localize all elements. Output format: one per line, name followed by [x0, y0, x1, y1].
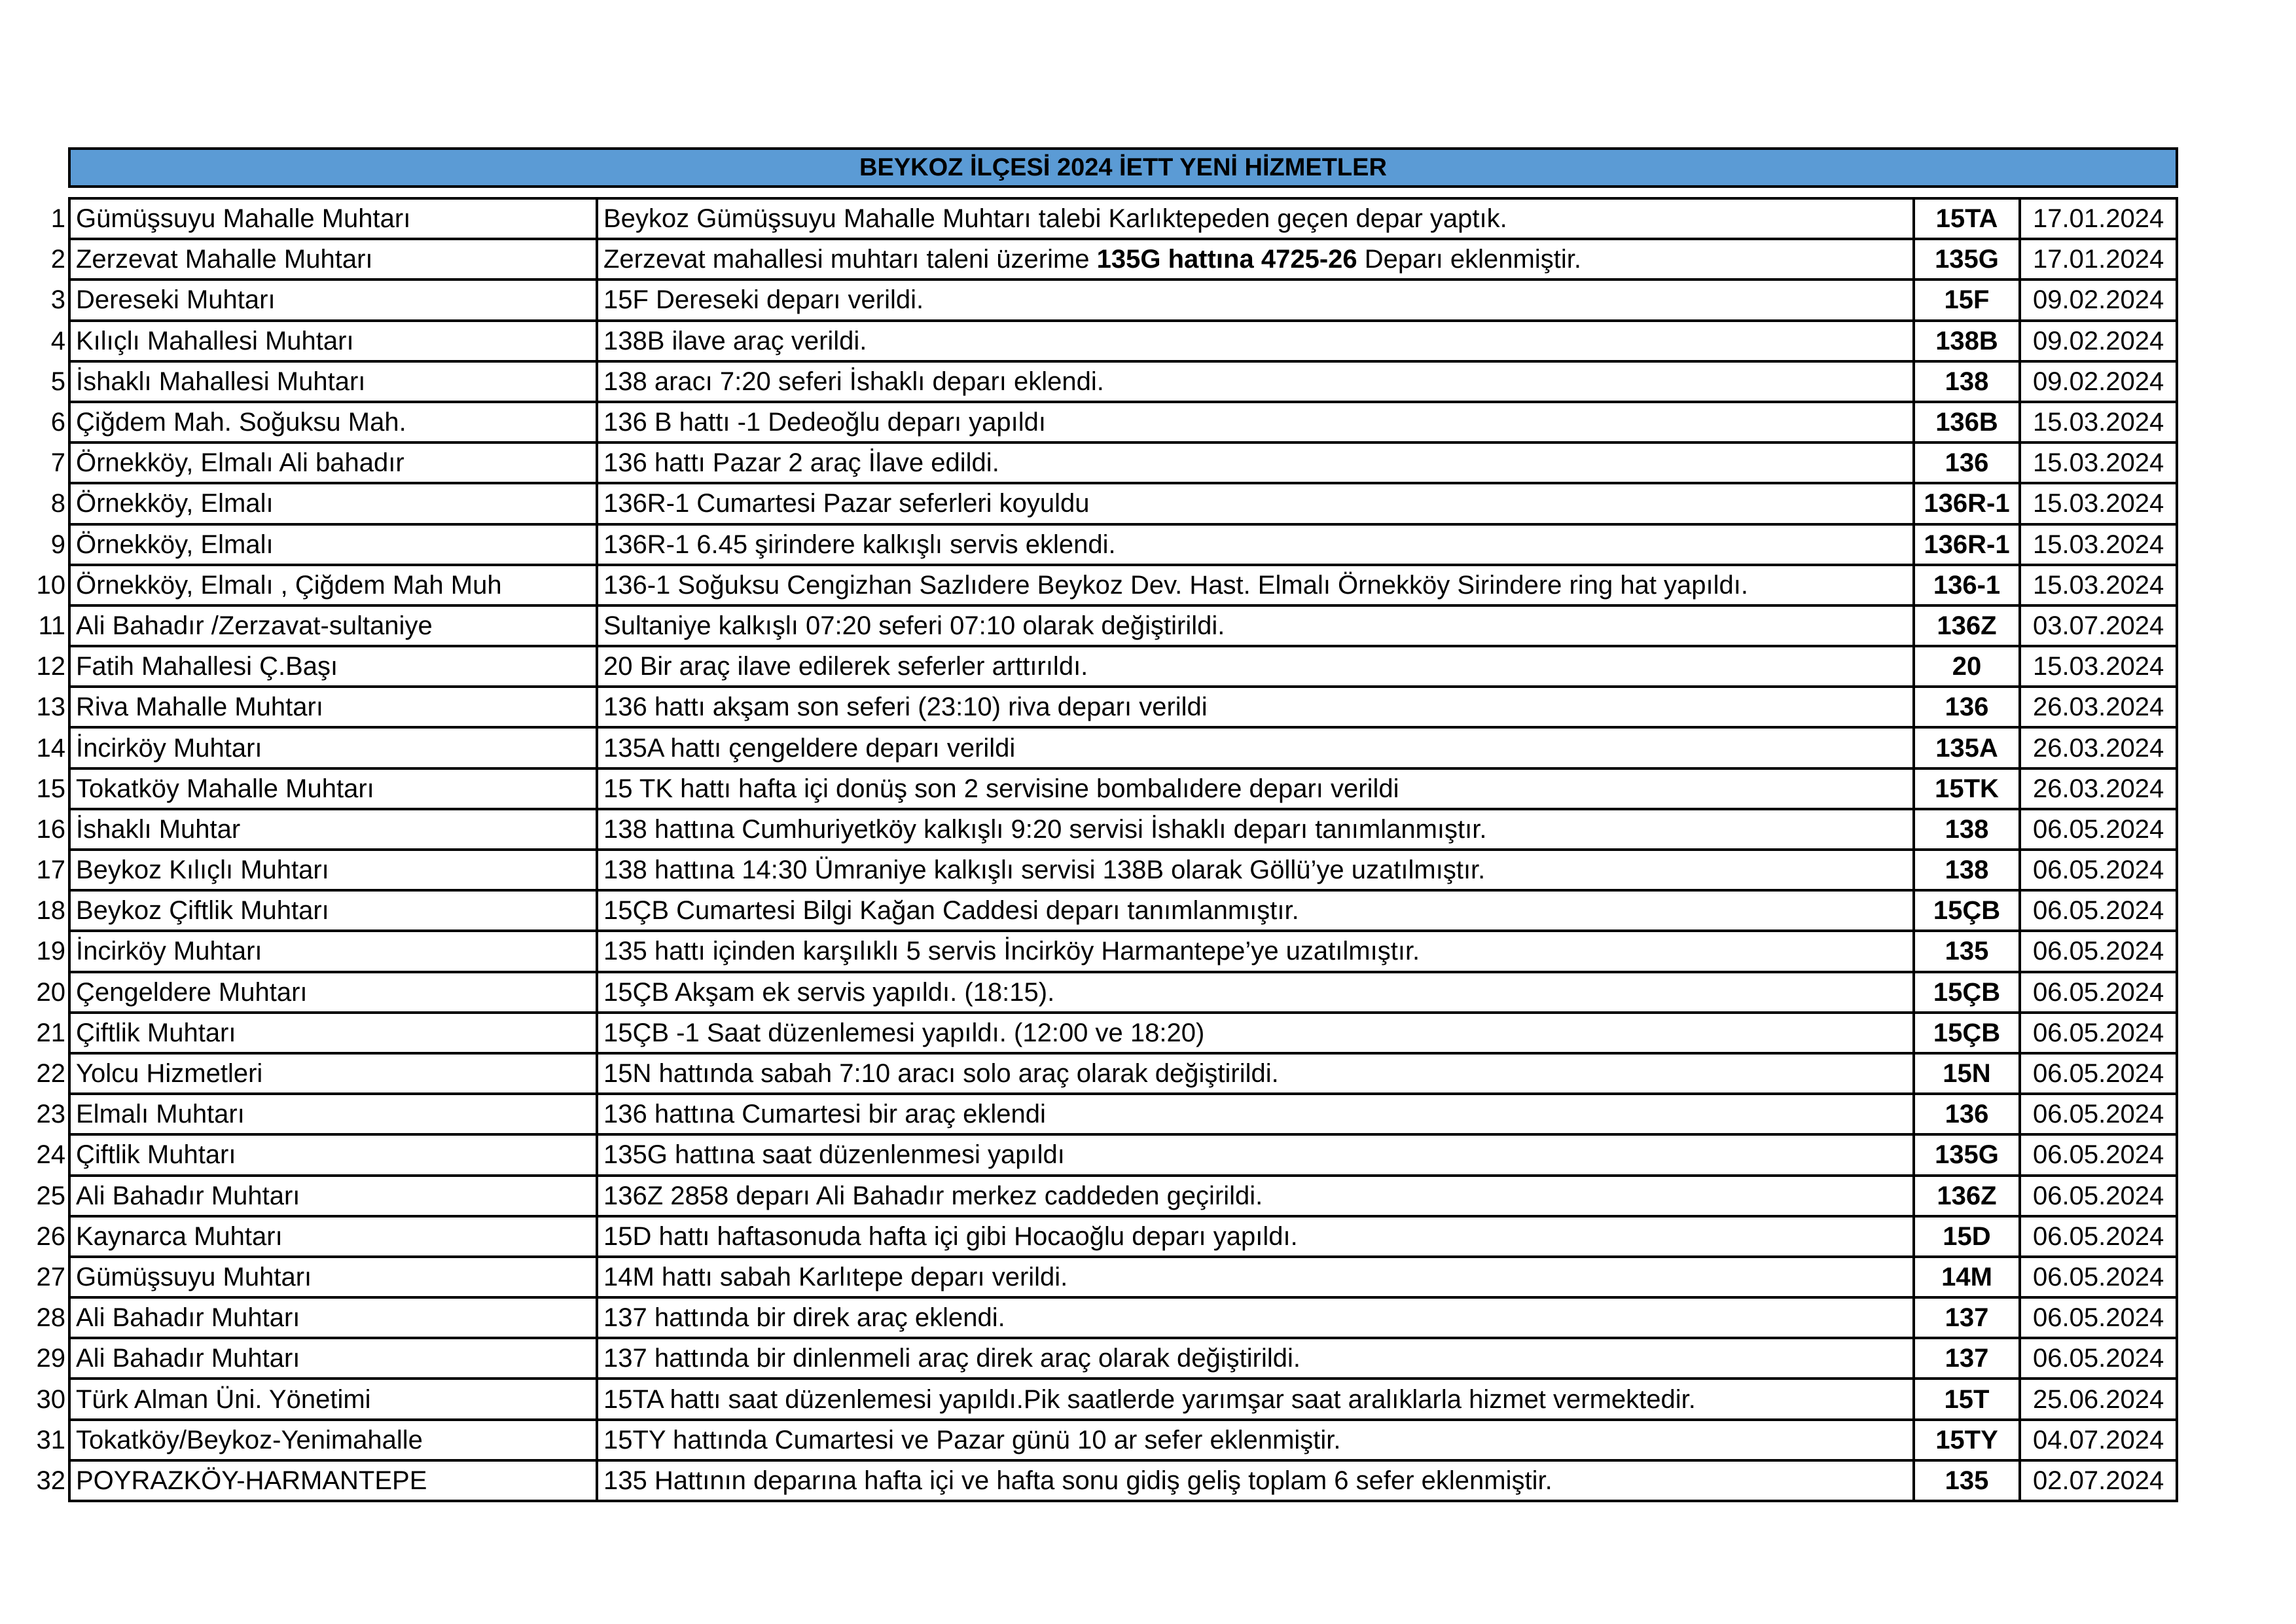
- row-number: 16: [36, 814, 65, 844]
- description-cell: 138 aracı 7:20 seferi İshaklı deparı eklendi.: [597, 361, 1914, 402]
- date-cell: 15.03.2024: [2020, 442, 2177, 483]
- date-cell: 06.05.2024: [2020, 972, 2177, 1013]
- row-number: 17: [36, 856, 65, 885]
- date-cell: 06.05.2024: [2020, 890, 2177, 931]
- line-code-cell: 136-1: [1914, 565, 2020, 605]
- description-cell: 138 hattına Cumhuriyetköy kalkışlı 9:20 servisi İshaklı deparı tanımlanmıştır.: [597, 809, 1914, 850]
- requester-cell: Zerzevat Mahalle Muhtarı: [69, 239, 597, 280]
- row-number: 26: [36, 1221, 65, 1251]
- description-cell: 136 B hattı -1 Dedeoğlu deparı yapıldı: [597, 402, 1914, 442]
- requester-cell: İshaklı Mahallesi Muhtarı: [69, 361, 597, 402]
- services-table: [0, 147, 2178, 1502]
- date-cell: 17.01.2024: [2020, 239, 2177, 280]
- line-code-cell: 136: [1914, 442, 2020, 483]
- table-row: [0, 1257, 2177, 1297]
- row-number: 30: [36, 1384, 65, 1414]
- row-number: 2: [50, 245, 65, 274]
- description-text: Zerzevat mahallesi muhtarı taleni üzerime: [603, 245, 1097, 274]
- requester-cell: İshaklı Muhtar: [69, 809, 597, 850]
- date-cell: 06.05.2024: [2020, 931, 2177, 971]
- line-code-cell: 15TY: [1914, 1420, 2020, 1460]
- line-code-cell: 138: [1914, 850, 2020, 890]
- requester-cell: İncirköy Muhtarı: [69, 727, 597, 768]
- description-cell: 15F Dereseki deparı verildi.: [597, 280, 1914, 320]
- line-code-cell: 136R-1: [1914, 524, 2020, 565]
- table-row: [0, 972, 2177, 1013]
- table-row: [0, 605, 2177, 646]
- line-code-cell: 138: [1914, 361, 2020, 402]
- requester-cell: Gümüşsuyu Mahalle Muhtarı: [69, 198, 597, 239]
- description-cell: 136 hattına Cumartesi bir araç eklendi: [597, 1094, 1914, 1134]
- description-cell: 15TA hattı saat düzenlemesi yapıldı.Pik saatlerde yarımşar saat aralıklarla hizmet vermektedir.: [597, 1379, 1914, 1419]
- title-row: [0, 149, 2177, 187]
- requester-cell: Çiftlik Muhtarı: [69, 1134, 597, 1175]
- requester-cell: Çiğdem Mah. Soğuksu Mah.: [69, 402, 597, 442]
- description-cell: Beykoz Gümüşsuyu Mahalle Muhtarı talebi Karlıktepeden geçen depar yaptık.: [597, 198, 1914, 239]
- description-cell: 135A hattı çengeldere deparı verildi: [597, 727, 1914, 768]
- description-cell: 15N hattında sabah 7:10 aracı solo araç olarak değiştirildi.: [597, 1053, 1914, 1094]
- table-row: [0, 402, 2177, 442]
- date-cell: 09.02.2024: [2020, 361, 2177, 402]
- table-row: [0, 198, 2177, 239]
- description-cell: 136Z 2858 deparı Ali Bahadır merkez caddeden geçirildi.: [597, 1176, 1914, 1216]
- description-cell: 15ÇB Akşam ek servis yapıldı. (18:15).: [597, 972, 1914, 1013]
- date-cell: 06.05.2024: [2020, 1257, 2177, 1297]
- requester-cell: Ali Bahadır Muhtarı: [69, 1176, 597, 1216]
- description-cell: Sultaniye kalkışlı 07:20 seferi 07:10 olarak değiştirildi.: [597, 605, 1914, 646]
- date-cell: 26.03.2024: [2020, 768, 2177, 809]
- requester-cell: Örnekköy, Elmalı Ali bahadır: [69, 442, 597, 483]
- table-row: [0, 1338, 2177, 1379]
- table-row: [0, 442, 2177, 483]
- requester-cell: Beykoz Kılıçlı Muhtarı: [69, 850, 597, 890]
- row-number: 29: [36, 1344, 65, 1373]
- table-row: [0, 524, 2177, 565]
- table-row: [0, 565, 2177, 605]
- row-number: 14: [36, 733, 65, 763]
- requester-cell: Kaynarca Muhtarı: [69, 1216, 597, 1257]
- row-number: 28: [36, 1303, 65, 1333]
- table-row: [0, 809, 2177, 850]
- requester-cell: Tokatköy/Beykoz-Yenimahalle: [69, 1420, 597, 1460]
- date-cell: 15.03.2024: [2020, 524, 2177, 565]
- description-cell: 138B ilave araç verildi.: [597, 321, 1914, 361]
- row-number: 6: [50, 408, 65, 437]
- row-number: 21: [36, 1018, 65, 1047]
- line-code-cell: 138B: [1914, 321, 2020, 361]
- line-code-cell: 15D: [1914, 1216, 2020, 1257]
- row-number: 25: [36, 1181, 65, 1210]
- row-number: 32: [36, 1466, 65, 1495]
- line-code-cell: 135G: [1914, 1134, 2020, 1175]
- date-cell: 06.05.2024: [2020, 1297, 2177, 1338]
- table-row: [0, 646, 2177, 687]
- date-cell: 15.03.2024: [2020, 483, 2177, 524]
- row-number: 3: [50, 285, 65, 315]
- row-number: 13: [36, 693, 65, 722]
- table-row: [0, 1379, 2177, 1419]
- line-code-cell: 15N: [1914, 1053, 2020, 1094]
- description-cell: 136R-1 6.45 şirindere kalkışlı servis eklendi.: [597, 524, 1914, 565]
- requester-cell: Gümüşsuyu Muhtarı: [69, 1257, 597, 1297]
- table-row: [0, 280, 2177, 320]
- table-row: [0, 321, 2177, 361]
- requester-cell: Çengeldere Muhtarı: [69, 972, 597, 1013]
- row-number: 23: [36, 1100, 65, 1129]
- date-cell: 06.05.2024: [2020, 850, 2177, 890]
- description-cell: 135 hattı içinden karşılıklı 5 servis İncirköy Harmantepe’ye uzatılmıştır.: [597, 931, 1914, 971]
- description-cell: 136R-1 Cumartesi Pazar seferleri koyuldu: [597, 483, 1914, 524]
- description-cell: [597, 239, 1914, 280]
- description-cell: 14M hattı sabah Karlıtepe deparı verildi.: [597, 1257, 1914, 1297]
- date-cell: 26.03.2024: [2020, 687, 2177, 727]
- description-cell: 15TY hattında Cumartesi ve Pazar günü 10 ar sefer eklenmiştir.: [597, 1420, 1914, 1460]
- requester-cell: POYRAZKÖY-HARMANTEPE: [69, 1460, 597, 1501]
- table-row: [0, 483, 2177, 524]
- line-code-cell: 135G: [1914, 239, 2020, 280]
- line-code-cell: 15ÇB: [1914, 972, 2020, 1013]
- table-row: [0, 1297, 2177, 1338]
- line-code-cell: 135: [1914, 931, 2020, 971]
- requester-cell: Ali Bahadır Muhtarı: [69, 1297, 597, 1338]
- row-number: 27: [36, 1262, 65, 1291]
- date-cell: 04.07.2024: [2020, 1420, 2177, 1460]
- line-code-cell: 15TK: [1914, 768, 2020, 809]
- date-cell: 09.02.2024: [2020, 280, 2177, 320]
- date-cell: 25.06.2024: [2020, 1379, 2177, 1419]
- line-code-cell: 15TA: [1914, 198, 2020, 239]
- line-code-cell: 15ÇB: [1914, 890, 2020, 931]
- description-cell: 136-1 Soğuksu Cengizhan Sazlıdere Beykoz Dev. Hast. Elmalı Örnekköy Sirindere ring hat yapıldı.: [597, 565, 1914, 605]
- description-cell: 136 hattı Pazar 2 araç İlave edildi.: [597, 442, 1914, 483]
- line-code-cell: 136: [1914, 687, 2020, 727]
- requester-cell: Ali Bahadır /Zerzavat-sultaniye: [69, 605, 597, 646]
- row-number: 11: [38, 611, 65, 640]
- requester-cell: Riva Mahalle Muhtarı: [69, 687, 597, 727]
- requester-cell: Ali Bahadır Muhtarı: [69, 1338, 597, 1379]
- requester-cell: Beykoz Çiftlik Muhtarı: [69, 890, 597, 931]
- table-row: [0, 1216, 2177, 1257]
- requester-cell: Elmalı Muhtarı: [69, 1094, 597, 1134]
- date-cell: 06.05.2024: [2020, 1134, 2177, 1175]
- line-code-cell: 15F: [1914, 280, 2020, 320]
- line-code-cell: 136Z: [1914, 1176, 2020, 1216]
- table-row: [0, 239, 2177, 280]
- requester-cell: Örnekköy, Elmalı: [69, 483, 597, 524]
- description-cell: 20 Bir araç ilave edilerek seferler arttırıldı.: [597, 646, 1914, 687]
- row-number: 15: [36, 774, 65, 803]
- description-cell: 15ÇB Cumartesi Bilgi Kağan Caddesi deparı tanımlanmıştır.: [597, 890, 1914, 931]
- line-code-cell: 14M: [1914, 1257, 2020, 1297]
- date-cell: 15.03.2024: [2020, 402, 2177, 442]
- row-number: 7: [50, 448, 65, 478]
- description-cell: 137 hattında bir direk araç eklendi.: [597, 1297, 1914, 1338]
- date-cell: 06.05.2024: [2020, 1094, 2177, 1134]
- requester-cell: Çiftlik Muhtarı: [69, 1013, 597, 1053]
- line-code-cell: 138: [1914, 809, 2020, 850]
- date-cell: 17.01.2024: [2020, 198, 2177, 239]
- table-row: [0, 361, 2177, 402]
- date-cell: 03.07.2024: [2020, 605, 2177, 646]
- table-row: [0, 931, 2177, 971]
- date-cell: 15.03.2024: [2020, 646, 2177, 687]
- description-cell: 136 hattı akşam son seferi (23:10) riva deparı verildi: [597, 687, 1914, 727]
- requester-cell: Tokatköy Mahalle Muhtarı: [69, 768, 597, 809]
- description-text: Deparı eklenmiştir.: [1357, 245, 1581, 274]
- table-row: [0, 1460, 2177, 1501]
- date-cell: 26.03.2024: [2020, 727, 2177, 768]
- description-cell: 135 Hattının deparına hafta içi ve hafta sonu gidiş geliş toplam 6 sefer eklenmiştir.: [597, 1460, 1914, 1501]
- description-bold-text: 135G hattına 4725-26: [1096, 245, 1357, 274]
- row-number: 20: [36, 977, 65, 1007]
- line-code-cell: 135A: [1914, 727, 2020, 768]
- table-row: [0, 727, 2177, 768]
- date-cell: 02.07.2024: [2020, 1460, 2177, 1501]
- line-code-cell: 20: [1914, 646, 2020, 687]
- date-cell: 06.05.2024: [2020, 1053, 2177, 1094]
- requester-cell: Kılıçlı Mahallesi Muhtarı: [69, 321, 597, 361]
- line-code-cell: 137: [1914, 1297, 2020, 1338]
- row-number: 12: [36, 652, 65, 681]
- table-row: [0, 890, 2177, 931]
- line-code-cell: 136Z: [1914, 605, 2020, 646]
- description-cell: 135G hattına saat düzenlenmesi yapıldı: [597, 1134, 1914, 1175]
- requester-cell: Örnekköy, Elmalı , Çiğdem Mah Muh: [69, 565, 597, 605]
- date-cell: 06.05.2024: [2020, 1216, 2177, 1257]
- line-code-cell: 15ÇB: [1914, 1013, 2020, 1053]
- services-sheet: [0, 147, 2178, 1502]
- requester-cell: İncirköy Muhtarı: [69, 931, 597, 971]
- date-cell: 06.05.2024: [2020, 1176, 2177, 1216]
- line-code-cell: 15T: [1914, 1379, 2020, 1419]
- row-number: 8: [50, 489, 65, 518]
- row-number: 24: [36, 1140, 65, 1170]
- line-code-cell: 135: [1914, 1460, 2020, 1501]
- description-cell: 15D hattı haftasonuda hafta içi gibi Hocaoğlu deparı yapıldı.: [597, 1216, 1914, 1257]
- table-row: [0, 1176, 2177, 1216]
- row-number: 5: [50, 367, 65, 396]
- date-cell: 06.05.2024: [2020, 809, 2177, 850]
- requester-cell: Fatih Mahallesi Ç.Başı: [69, 646, 597, 687]
- table-row: [0, 768, 2177, 809]
- row-number: 31: [36, 1425, 65, 1454]
- date-cell: 06.05.2024: [2020, 1013, 2177, 1053]
- date-cell: 15.03.2024: [2020, 565, 2177, 605]
- table-row: [0, 850, 2177, 890]
- date-cell: 06.05.2024: [2020, 1338, 2177, 1379]
- requester-cell: Türk Alman Üni. Yönetimi: [69, 1379, 597, 1419]
- row-number: 10: [36, 570, 65, 600]
- table-row: [0, 1134, 2177, 1175]
- line-code-cell: 136: [1914, 1094, 2020, 1134]
- table-row: [0, 687, 2177, 727]
- description-cell: 15 TK hattı hafta içi donüş son 2 servisine bombalıdere deparı verildi: [597, 768, 1914, 809]
- table-row: [0, 1094, 2177, 1134]
- row-number: 22: [36, 1059, 65, 1089]
- table-row: [0, 1053, 2177, 1094]
- requester-cell: Dereseki Muhtarı: [69, 280, 597, 320]
- description-cell: 15ÇB -1 Saat düzenlemesi yapıldı. (12:00 ve 18:20): [597, 1013, 1914, 1053]
- table-title: BEYKOZ İLÇESİ 2024 İETT YENİ HİZMETLER: [69, 149, 2177, 187]
- requester-cell: Örnekköy, Elmalı: [69, 524, 597, 565]
- date-cell: 09.02.2024: [2020, 321, 2177, 361]
- row-number: 4: [50, 326, 65, 355]
- row-number: 18: [36, 896, 65, 926]
- line-code-cell: 137: [1914, 1338, 2020, 1379]
- line-code-cell: 136B: [1914, 402, 2020, 442]
- row-number: 1: [50, 204, 65, 234]
- description-cell: 137 hattında bir dinlenmeli araç direk araç olarak değiştirildi.: [597, 1338, 1914, 1379]
- requester-cell: Yolcu Hizmetleri: [69, 1053, 597, 1094]
- table-row: [0, 1420, 2177, 1460]
- row-number: 19: [36, 937, 65, 966]
- table-row: [0, 1013, 2177, 1053]
- row-number: 9: [50, 530, 65, 559]
- description-cell: 138 hattına 14:30 Ümraniye kalkışlı servisi 138B olarak Göllü’ye uzatılmıştır.: [597, 850, 1914, 890]
- line-code-cell: 136R-1: [1914, 483, 2020, 524]
